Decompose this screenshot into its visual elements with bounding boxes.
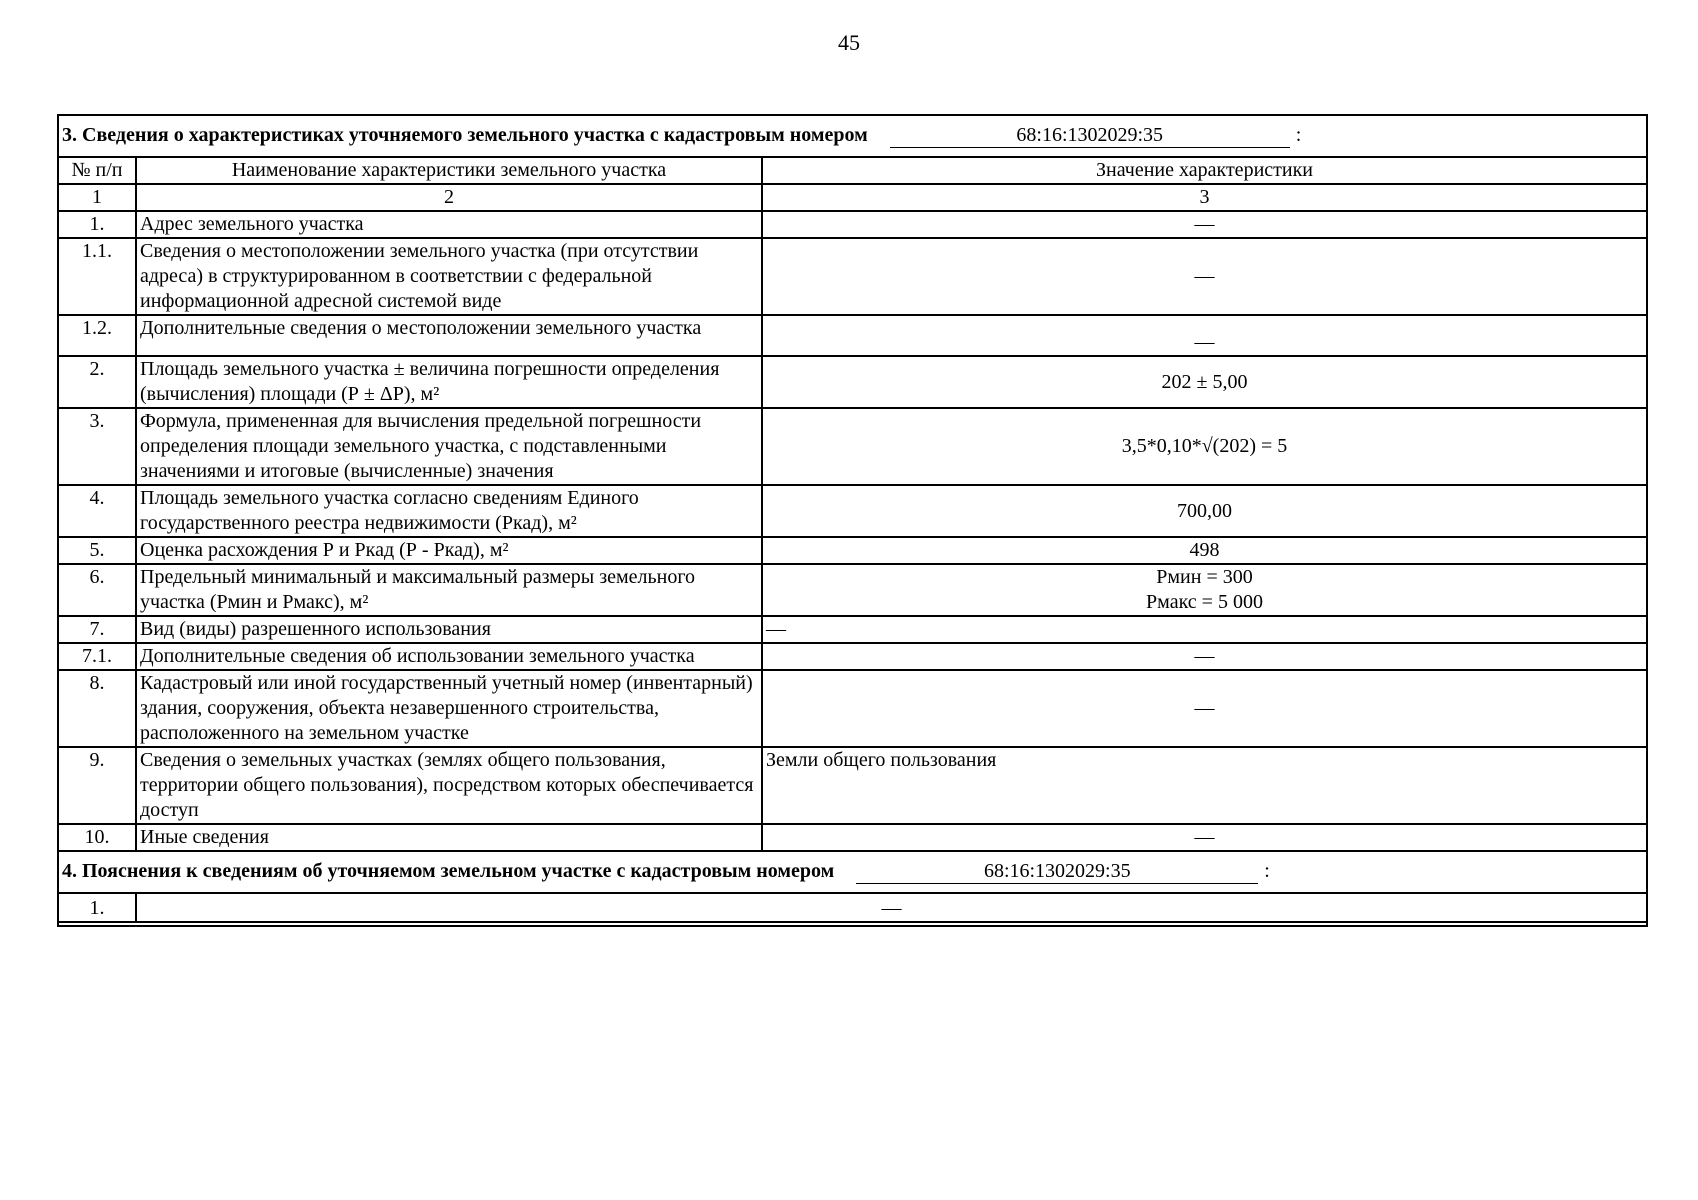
land-plot-characteristics-table: [57, 114, 1648, 927]
row-name: Иные сведения: [136, 824, 762, 851]
table-row: [58, 564, 1647, 616]
section3-colon: :: [1295, 123, 1302, 146]
row-number: 9.: [58, 747, 136, 824]
section3-title: [58, 115, 1647, 157]
row-name: Дополнительные сведения о местоположении земельного участка: [136, 315, 762, 356]
column-number-3: 3: [762, 184, 1647, 211]
row-number: 1.2.: [58, 315, 136, 356]
row-number: 4.: [58, 485, 136, 537]
section3-title-row: [58, 115, 1647, 157]
row-value: —: [762, 211, 1647, 238]
table-row: [58, 238, 1647, 315]
table-row: [58, 616, 1647, 643]
row-name: Оценка расхождения Р и Ркад (Р - Ркад), м²: [136, 537, 762, 564]
row-number: 1.: [58, 211, 136, 238]
row-number: 10.: [58, 824, 136, 851]
table-row: [58, 670, 1647, 747]
row-value: —: [762, 643, 1647, 670]
row-name: Сведения о земельных участках (землях общего пользования, территории общего пользования), посредством которых обеспечивается доступ: [136, 747, 762, 824]
table-row: [58, 315, 1647, 356]
row-value: —: [762, 238, 1647, 315]
row-name: Дополнительные сведения об использовании земельного участка: [136, 643, 762, 670]
section4-cadastral-number: 68:16:1302029:35: [856, 859, 1258, 884]
row-value: —: [136, 893, 1647, 922]
row-name: Площадь земельного участка ± величина погрешности определения (вычисления) площади (Р ± ΔР), м²: [136, 356, 762, 408]
section4-title-text: 4. Пояснения к сведениям об уточняемом земельном участке с кадастровым номером: [62, 859, 835, 882]
row-value: —: [762, 670, 1647, 747]
row-number: 5.: [58, 537, 136, 564]
row-value: 3,5*0,10*√(202) = 5: [762, 408, 1647, 485]
section4-title-row: [58, 851, 1647, 893]
row-name: Вид (виды) разрешенного использования: [136, 616, 762, 643]
row-value: 202 ± 5,00: [762, 356, 1647, 408]
table-header-row: [58, 157, 1647, 184]
row-name: Площадь земельного участка согласно сведениям Единого государственного реестра недвижимости (Ркад), м²: [136, 485, 762, 537]
row-number: 2.: [58, 356, 136, 408]
row-name: Формула, примененная для вычисления предельной погрешности определения площади земельного участка, с подставленными значениями и итоговые (вычисленные) значения: [136, 408, 762, 485]
header-col-value: Значение характеристики: [762, 157, 1647, 184]
table-row: [58, 537, 1647, 564]
row-value: Земли общего пользования: [762, 747, 1647, 824]
row-value: 498: [762, 537, 1647, 564]
table-row: [58, 485, 1647, 537]
row-number: 6.: [58, 564, 136, 616]
table-row: [58, 747, 1647, 824]
row-value: [762, 564, 1647, 616]
row-number: 8.: [58, 670, 136, 747]
row-name: Предельный минимальный и максимальный размеры земельного участка (Рмин и Рмакс), м²: [136, 564, 762, 616]
row-number: 7.: [58, 616, 136, 643]
column-number-2: 2: [136, 184, 762, 211]
section3-title-text: 3. Сведения о характеристиках уточняемого земельного участка с кадастровым номером: [62, 123, 868, 146]
header-col-name: Наименование характеристики земельного участка: [136, 157, 762, 184]
row-value: 700,00: [762, 485, 1647, 537]
row-name: Адрес земельного участка: [136, 211, 762, 238]
row-value-min: Рмин = 300: [1156, 566, 1253, 588]
section3-cadastral-number: 68:16:1302029:35: [890, 123, 1290, 148]
row-value: —: [762, 616, 1647, 643]
row-number: 1.1.: [58, 238, 136, 315]
table-row: [58, 408, 1647, 485]
row-name: Сведения о местоположении земельного участка (при отсутствии адреса) в структурированном в соответствии с федеральной информационной адресной системой виде: [136, 238, 762, 315]
table-bottom-border-cell: [58, 922, 1647, 926]
table-row: [58, 211, 1647, 238]
row-number: 3.: [58, 408, 136, 485]
column-number-1: 1: [58, 184, 136, 211]
table-row: [58, 643, 1647, 670]
table-row: [58, 824, 1647, 851]
row-value: —: [762, 824, 1647, 851]
table-row: [58, 893, 1647, 922]
header-col-number: № п/п: [58, 157, 136, 184]
section4-title: [58, 851, 1647, 893]
table-bottom-border: [58, 922, 1647, 926]
row-name: Кадастровый или иной государственный учетный номер (инвентарный) здания, сооружения, объекта незавершенного строительства, расположенного на земельном участке: [136, 670, 762, 747]
row-number: 1.: [58, 893, 136, 922]
page-number: 45: [838, 30, 860, 55]
column-numbers-row: [58, 184, 1647, 211]
table-row: [58, 356, 1647, 408]
section4-colon: :: [1264, 859, 1270, 882]
row-value-max: Рмакс = 5 000: [1146, 591, 1263, 613]
row-value: —: [762, 315, 1647, 356]
row-number: 7.1.: [58, 643, 136, 670]
